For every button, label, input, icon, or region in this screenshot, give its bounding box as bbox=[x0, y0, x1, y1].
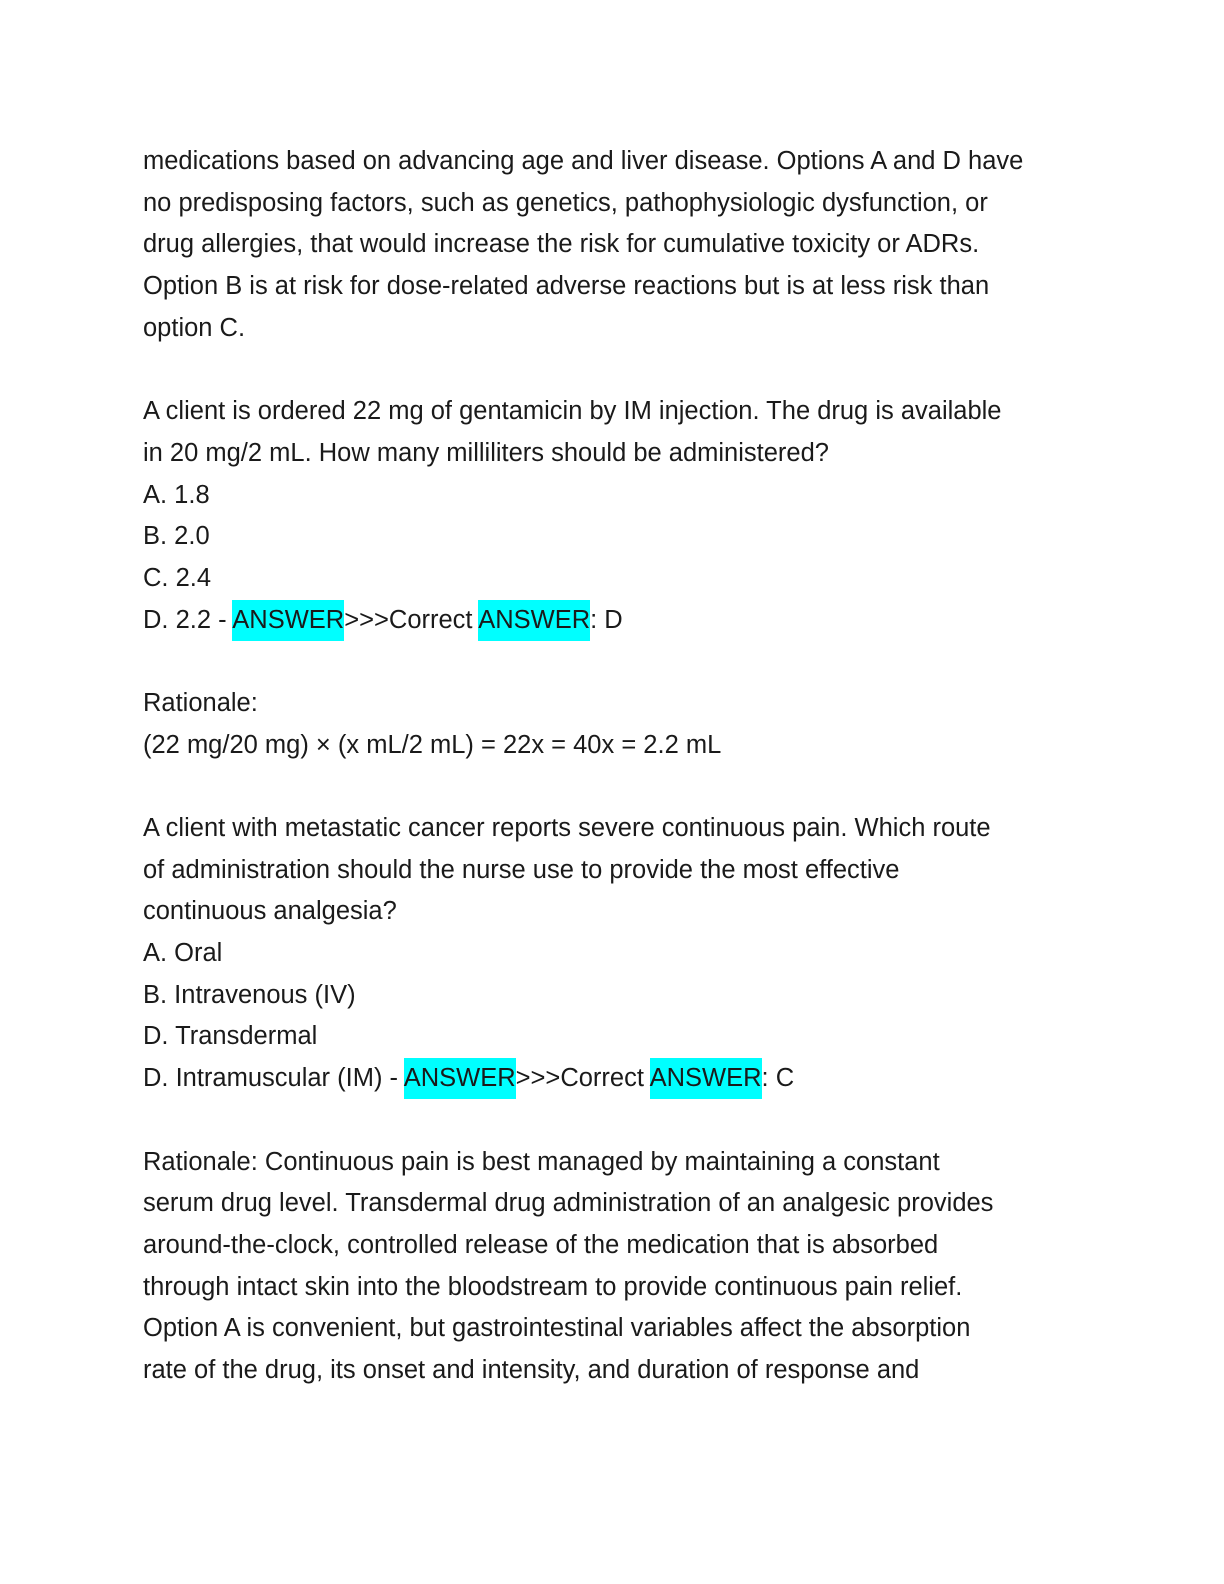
rationale-line: rate of the drug, its onset and intensity, and duration of response and bbox=[143, 1355, 920, 1384]
text-line: medications based on advancing age and liver disease. Options A and D have bbox=[143, 147, 1024, 175]
text-line: drug allergies, that would increase the risk for cumulative toxicity or ADRs. bbox=[143, 230, 980, 259]
paragraph-gap bbox=[143, 766, 1103, 808]
text-line: Option B is at risk for dose-related adverse reactions but is at less risk than bbox=[143, 272, 990, 301]
rationale-line: serum drug level. Transdermal drug administration of an analgesic provides bbox=[143, 1189, 994, 1218]
answer-arrow-text: >>>Correct bbox=[344, 605, 479, 634]
rationale-line: Rationale: Continuous pain is best managed by maintaining a constant bbox=[143, 1147, 940, 1176]
answer-highlight: ANSWER bbox=[404, 1058, 516, 1099]
text-line: no predisposing factors, such as genetics, pathophysiologic dysfunction, or bbox=[143, 188, 988, 217]
paragraph-gap bbox=[143, 1100, 1103, 1142]
answer-letter: : C bbox=[761, 1064, 795, 1093]
answer-arrow-text: >>>Correct bbox=[515, 1064, 650, 1093]
question-1-rationale bbox=[143, 683, 1103, 766]
option-a: A. 1.8 bbox=[143, 480, 210, 509]
answer-letter: : D bbox=[590, 605, 623, 634]
question-stem: A client is ordered 22 mg of gentamicin by IM injection. The drug is available bbox=[143, 397, 1002, 426]
option-a: A. Oral bbox=[143, 939, 223, 968]
rationale-line: around-the-clock, controlled release of the medication that is absorbed bbox=[143, 1230, 939, 1259]
answer-highlight: ANSWER bbox=[650, 1058, 762, 1099]
question-stem: A client with metastatic cancer reports severe continuous pain. Which route bbox=[143, 814, 991, 842]
question-1 bbox=[143, 391, 1103, 641]
question-2 bbox=[143, 808, 1103, 1100]
option-d-with-answer bbox=[143, 1058, 1103, 1100]
question-stem: continuous analgesia? bbox=[143, 897, 397, 926]
rationale-line: through intact skin into the bloodstream to provide continuous pain relief. bbox=[143, 1272, 963, 1301]
intro-paragraph bbox=[143, 141, 1103, 349]
option-b: B. Intravenous (IV) bbox=[143, 980, 356, 1009]
question-stem: of administration should the nurse use to provide the most effective bbox=[143, 855, 900, 884]
option-d-with-answer bbox=[143, 600, 1103, 642]
question-2-rationale bbox=[143, 1142, 1103, 1392]
text-line: option C. bbox=[143, 313, 246, 342]
rationale-formula: (22 mg/20 mg) × (x mL/2 mL) = 22x = 40x = 2.2 mL bbox=[143, 730, 722, 759]
paragraph-gap bbox=[143, 349, 1103, 391]
option-d-text: D. 2.2 - bbox=[143, 605, 233, 634]
document-body bbox=[143, 141, 1103, 1392]
rationale-line: Option A is convenient, but gastrointestinal variables affect the absorption bbox=[143, 1314, 971, 1343]
paragraph-gap bbox=[143, 641, 1103, 683]
answer-highlight: ANSWER bbox=[478, 600, 590, 641]
option-c: C. 2.4 bbox=[143, 563, 212, 592]
answer-highlight: ANSWER bbox=[232, 600, 344, 641]
question-stem: in 20 mg/2 mL. How many milliliters should be administered? bbox=[143, 438, 829, 467]
option-d-text: D. Intramuscular (IM) - bbox=[143, 1064, 404, 1093]
option-b: B. 2.0 bbox=[143, 522, 210, 551]
rationale-label: Rationale: bbox=[143, 688, 258, 717]
option-d: D. Transdermal bbox=[143, 1022, 318, 1051]
